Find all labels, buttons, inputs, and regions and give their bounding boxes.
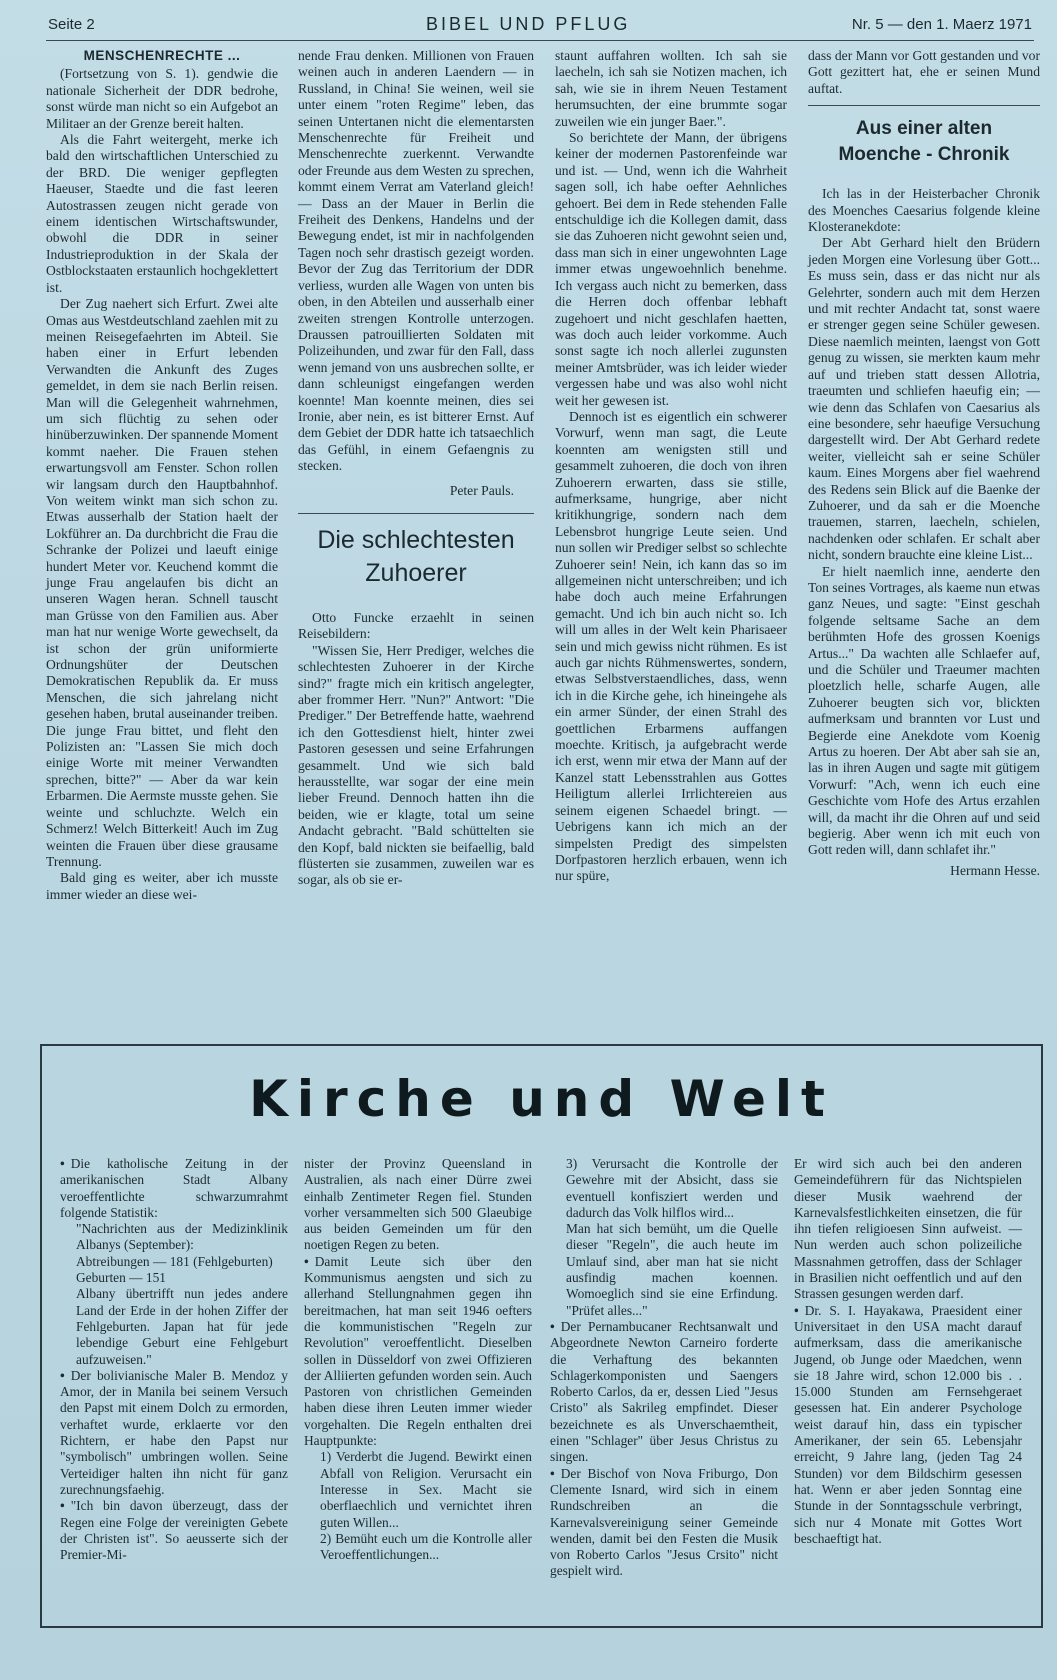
news-text: Der Pernambucaner Rechtsanwalt und Abgeordnete Newton Carneiro forderte die Verhaftung des bekannten Schlagerkomponisten und Saengers Roberto Carlos, da er, dessen Lied "Jesus Cristo" als Sakrileg empfindet. Dieser bezeichnete es als Unverschaemtheit, einen "Schlager" über Jesus Christus zu singen. — [550, 1318, 778, 1465]
issue-date: Nr. 5 — den 1. Maerz 1971 — [851, 16, 1032, 33]
news-text: nister der Provinz Queensland in Australien, als nach einer Dürre zwei einhalb Zentimeter Regen fiel. Stunden vorher versammelten sich 500 Glaeubige aus beiden Gemeinden um für den noetigen Regen zu beten. — [304, 1156, 532, 1253]
news-text: 2) Bemüht euch um die Kontrolle aller Veroeffentlichungen... — [320, 1530, 532, 1563]
heading-line: Aus einer alten — [855, 118, 993, 140]
news-text: Der bolivianische Maler B. Mendoz y Amor, der in Manila bei seinem Versuch den Papst mit einem Dolch zu ermorden, verhaftet wurde, erklaerte vor den Richtern, er habe den Papst nur "symbolisch" umbringen wollen. Seine Verteidiger halten ihn nicht für ganz zurechnungsfaehig. — [60, 1367, 288, 1497]
heading-line: Zuhoerer — [365, 558, 467, 587]
masthead — [46, 14, 1034, 41]
paragraph: Der Abt Gerhard hielt den Brüdern jeden Morgen eine Vorlesung über Gott... Es muss sein, dass er das nicht nur als Gelehrter, sondern auch mit dem Herzen und mit rechter Andacht tat, sonst waere er strenger gegen seine Schüler gewesen. Diese naemlich meinten, laengst von Gott genug zu wissen, sie merkten kaum mehr auf und trieben statt dessen Allotria, traeumten und schliefen haeufig ein; — wie denn das Schlafen von Caesarius als eine besondere, sehr haeufige Versuchung dargestellt wird. Der Abt Gerhard redete weiter, vielleicht sah er seine Schüler kaum. Eines Morgens aber fiel waehrend des Redens sein Blick auf die Baenke der Zuhoerer, und da sah er die Moenche trauemen, starren, laecheln, schielen, nachdenken oder schlafen. Er schalt aber nicht, sondern brauchte eine kleine List... — [808, 235, 1040, 563]
paragraph: "Wissen Sie, Herr Prediger, welches die schlechtesten Zuhoerer in der Kirche sind?" fragte mich ein kritisch angelegter, aber frommer Herr. "Nun?" Antwort: "Die Prediger." Der Betreffende hatte, waehrend ich den Gottesdienst hielt, hinter zwei Pastoren gesessen und seine Erfahrungen gesammelt. Und wie sich bald herausstellte, war sogar der eine mein lieber Freund. Dennoch hatten ihn die beiden, wie er klagte, total um seine Andacht gebracht. "Bald schüttelten sie den Kopf, bald nickten sie beifaellig, bald flüsterten sie zusammen, zuweilen war es sogar, als ob sie er- — [298, 642, 534, 888]
news-item — [60, 1368, 288, 1498]
article-author: Hermann Hesse. — [950, 862, 1040, 878]
bullet-icon: • — [304, 1253, 309, 1269]
heading-line: Moenche - Chronik — [838, 144, 1010, 166]
paragraph: staunt auffahren wollten. Ich sah sie laecheln, ich sah sie Notizen machen, ich sah, wie sie in ihrem Neuen Testament herumsuchten, der eine brummte sogar zuweilen wie ein junger Baer.". — [555, 48, 787, 129]
bullet-icon: • — [550, 1318, 555, 1334]
news-text: Er wird sich auch bei den anderen Gemeindeführern für das Nichtspielen dieser Musik waehrend der Karnevalsfestlichkeiten einsetzen, die für ihn tiefen religioesen Sinn aufweist. — Nun werden auch schon polizeiliche Massnahmen getroffen, dass der Schlager in Brasilien nicht oeffentlich und auf den Strassen gesungen werden darf. — [794, 1156, 1022, 1302]
paragraph: dass der Mann vor Gott gestanden und vor Gott gezittert hat, ehe er seinen Mund auftat. — [808, 48, 1040, 96]
article-author: Peter Pauls. — [449, 482, 514, 498]
news-text: Die katholische Zeitung in der amerikanischen Stadt Albany veroeffentlichte schwarzumrahmt folgende Statistik: — [60, 1156, 288, 1220]
box-column-4 — [794, 1156, 1022, 1547]
news-text: 3) Verursacht die Kontrolle der Gewehre mit der Absicht, dass sie eventuell konfisziert werden und dadurch das Volk hilflos wird... — [566, 1156, 778, 1220]
newspaper-title: BIBEL UND PFLUG — [426, 14, 631, 34]
box-column-1 — [60, 1156, 288, 1563]
bullet-icon: • — [60, 1156, 65, 1171]
news-text: 1) Verderbt die Jugend. Bewirkt einen Abfall von Religion. Verursacht ein Interesse in Sex. Macht sie oberflaechlich und vernichtet ihren guten Willen... — [320, 1449, 532, 1530]
page-number: Seite 2 — [48, 16, 95, 33]
column-2 — [298, 48, 534, 889]
news-text: Man hat sich bemüht, um die Quelle dieser "Regeln", die auch heute im Umlauf sind, aber man hat sie nicht ausfindig machen koennen. Womoeglich sind sie eine Erfindung. "Prüfet alles..." — [566, 1221, 778, 1318]
bullet-icon: • — [60, 1498, 65, 1514]
divider — [808, 105, 1040, 106]
news-item — [794, 1303, 1022, 1547]
article-heading-chronik — [808, 116, 1040, 168]
news-text: Dr. S. I. Hayakawa, Praesident einer Universitaet in den USA macht darauf aufmerksam, dass die amerikanische Jugend, ob Junge oder Maedchen, wenn sie 18 Jahre wird, schon 12.000 bis . . 15.000 Stunden am Fernsehgeraet gesessen hat. Ein anderer Psychologe weist darauf hin, dass ein typischer Amerikaner, der sein 65. Lebensjahr erreicht, 9 Jahre lang, (jeden Tag 24 Stunden) vor dem Bildschirm gesessen hat. Wenn er aber jeden Sonntag eine Stunde in der Sonntagsschule verbringt, sich nur 4 Monate mit Gottes Wort beschaeftigt hat. — [794, 1302, 1022, 1546]
box-column-2 — [304, 1156, 532, 1563]
bullet-icon: • — [794, 1302, 799, 1318]
news-item — [60, 1156, 288, 1221]
column-1 — [46, 48, 278, 903]
paragraph: Der Zug naehert sich Erfurt. Zwei alte Omas aus Westdeutschland zaehlen mit zu meinen Reisegefaehrten im Abteil. Sie haben einer in Erfurt lebenden Verwandten die Ankunft des Zuges gemeldet, in dem sie nach Berlin reisen. Man will die Gelegenheit wahrnehmen, um sich flüchtig zu sehen oder hinüberzuwinken. Der spannende Moment kommt naeher. Die Frauen stehen erwartungsvoll am Fenster. Schon rollen wir langsam durch den Hauptbahnhof. Von weitem winkt man sich schon zu. Etwas ausserhalb der Station haelt der Lokführer an. Da durchbricht die Frau die Schranke der Polizei und laeuft einige hundert Meter vor. Keuchend kommt die junge Frau angelaufen bis dicht an unseren Wagen heran. Schnell tauscht man Grüsse von den Familien aus. Aber man hat nur wenige Worte gewechselt, da ist schon der grün uniformierte Ordnungshüter der Deutschen Demokratischen Republik da. Er muss Menschen, die sich jahrelang nicht gesehen haben, brutal auseinander treiben. Die junge Frau bittet, und fleht den Polizisten an: "Lassen Sie mich doch einige Worte mit meiner Verwandten sprechen, bitte?" — Aber da war kein Erbarmen. Die Aermste musste gehen. Sie weinte und schluchzte. Welch ein Schmerz! Welch Bitterkeit! Auch im Zug weinten die Frauen über diese grausame Trennung. — [46, 296, 278, 869]
paragraph: Dennoch ist es eigentlich ein schwerer Vorwurf, wenn man sagt, die Leute koennten am wenigsten still und gesammelt zuhoeren, die doch von ihren Zuhoerern erwarten, dass sie stille, aufmerksame, hungrige, aber nicht kritikhungrige, sondern nach dem Lebensbrot hungrige Leute seien. Und nun sollen wir Prediger selbst so schlechte Zuhoerer sein! Nein, ich kann das so im allgemeinen nicht unterschreiben; und ich habe doch auch meine Erfahrungen gemacht. Und ich bin auch nicht so. Ich will um alles in der Welt kein Pharisaeer sein und mich gewiss nicht rühmen. Es ist auch gar nichts Rühmenswertes, sondern, etwas Selbstverstaendliches, dass, wenn ich in die Kirche gehe, ich hineingehe als ein armer Sünder, der einen Strahl des goettlichen Erbarmens auffangen moechte. Kritisch, ja aufgebracht werde ich erst, wenn mir etwa der Mann auf der Kanzel statt Lebensstrahlen aus Gottes Heiligtum allerlei Irrlichtereien aus seinem eigenen Schaedel bringt. — Uebrigens kann ich mich an der simpelsten Predigt des simpelsten Dorfpastoren herzlich erbauen, wenn ich nur spüre, — [555, 408, 787, 884]
paragraph: Bald ging es weiter, aber ich musste immer wieder an diese wei- — [46, 870, 278, 902]
bullet-icon: • — [550, 1465, 555, 1481]
news-text: Abtreibungen — 181 (Fehlgeburten) — [76, 1253, 273, 1269]
paragraph: Otto Funcke erzaehlt in seinen Reisebildern: — [298, 609, 534, 642]
article-heading-menschenrechte: MENSCHENRECHTE ... — [83, 48, 241, 63]
news-text: Albany übertrifft nun jedes andere Land der Erde in der hohen Ziffer der Fehlgeburten. Japan hat für jede lebendige Geburt eine Fehlgeburt aufzuweisen." — [76, 1286, 288, 1367]
news-item — [550, 1319, 778, 1466]
paragraph: So berichtete der Mann, der übrigens keiner der modernen Pastorenfeinde war und ist. — Und, wenn ich die Wahrheit sagen soll, ich habe oefter Aehnliches gehoert. Bei dem in Rede stehenden Falle entschuldige ich die Kollegen damit, dass sie das Zuhoeren nicht gewohnt seien und, dass man sich in einer ungewohnten Lage immer etwas ungewoehnlich benehme. Ich vergass auch nicht zu bemerken, dass die Herren doch offenbar lebhaft zugehoert und nicht geschlafen haetten, was doch auch leider vorkomme. Auch sonst sagte ich noch allerlei zugunsten meiner Amtsbrüder, was ich leider wieder vergessen habe und was also wohl nicht weit her gewesen ist. — [555, 130, 787, 408]
news-text: Damit Leute sich über den Kommunismus aengsten und sich zu allerhand Stellungnahmen gegen ihn bereitmachen, hat man seit 1946 oefters die kommunistischen "Regeln zur Revolution" veroeffentlicht. Dieselben sollen in Düsseldorf von zwei Offizieren der Alliierten gefunden worden sein. Auch Pastoren von christlichen Gemeinden haben diese ihren Leuten immer wieder vorgehalten. Die Regeln enthalten drei Hauptpunkte: — [304, 1253, 532, 1449]
news-text: Der Bischof von Nova Friburgo, Don Clemente Isnard, wird sich in einem Rundschreiben an die Karnevalsvereinigung seiner Gemeinde wenden, damit bei den Festen die Musik von Roberto Carlos "Jesus Crsito" nicht gespielt wird. — [550, 1465, 778, 1579]
news-item — [550, 1466, 778, 1580]
paragraph: (Fortsetzung von S. 1). gendwie die nationale Sicherheit der DDR bedrohe, sonst würde man nicht so ein Aufgebot an Militaer an der Grenze bereit halten. — [46, 66, 278, 131]
news-item — [304, 1254, 532, 1450]
heading-line: Die schlechtesten — [317, 525, 515, 554]
section-title: Kirche und Welt — [249, 1070, 834, 1128]
paragraph: Ich las in der Heisterbacher Chronik des Moenches Caesarius folgende kleine Klosteranekdote: — [808, 186, 1040, 235]
paragraph: Als die Fahrt weitergeht, merke ich bald den wirtschaftlichen Unterschied zu der BRD. Die weniger gepflegten Haeuser, Staedte und die fast leeren Autostrassen zeugen nicht gerade von einem identischen Wirtschaftswunder, obwohl die DDR in seiner Industrieproduktion in der Skala der Ostblockstaaten erstaunlich hochgeklettert ist. — [46, 132, 278, 295]
box-column-3 — [550, 1156, 778, 1580]
news-text: "Nachrichten aus der Medizinklinik Albanys (September): — [76, 1221, 288, 1253]
column-4 — [808, 48, 1040, 879]
kirche-und-welt-box — [40, 1044, 1043, 1628]
news-item — [60, 1498, 288, 1563]
paragraph: nende Frau denken. Millionen von Frauen weinen auch in anderen Laendern — in Russland, in China! Sie weinen, weil sie unter einem "roten Regime" leben, das seinen Untertanen nicht die elementarsten Menschenrechte für Freiheit und Menschenrechte zuerkennt. Verwandte oder Freunde aus dem Westen zu sprechen, kommt einem Verrat am Vaterland gleich! — Dass an der Mauer in Berlin die Freiheit des Denkens, Handelns und der Bewegung endet, ist mir in nachfolgenden Tagen noch sehr drastisch gezeigt worden. Bevor der Zug das Territorium der DDR verliess, wurden alle Wagen von unten bis oben, in den Abteilen und ausserhalb einer zweiten strengen Kontrolle unterzogen. Draussen patrouillierten Soldaten mit Polizeihunden, und zwar für den Fall, dass wenn jemand von uns ausbrechen sollte, er dann schleunigst eingefangen werden koennte! Man koennte meinen, dies sei Ironie, aber nein, es ist bitterer Ernst. Auf dem Gebiet der DDR hatte ich tatsaechlich das Gefühl, in einem Gefaengnis zu stecken. — [298, 48, 534, 474]
article-heading-zuhoerer — [298, 524, 534, 590]
news-text: "Ich bin davon überzeugt, dass der Regen eine Folge der vereinigten Gebete der Christen ist". So aeusserte sich der Premier-Mi- — [60, 1498, 288, 1563]
column-3 — [555, 48, 787, 885]
news-text: Geburten — 151 — [76, 1270, 166, 1286]
divider — [298, 513, 534, 514]
bullet-icon: • — [60, 1367, 65, 1383]
paragraph: Er hielt naemlich inne, aenderte den Ton seines Vortrages, als kaeme nun etwas ganz Neues, und sagte: "Einst geschah folgende seltsame Sache an dem berühmten Hofe des grossen Koenigs Artus..." Da wachten alle Schlaefer auf, und die Schüler und Traeumer machten ploetzlich helle, scharfe Augen, alle Zuhoerer beugten sich vor, blickten aufmerksam und brannten vor Lust und Begierde eine Anekdote vom Koenig Artus zu hoeren. Der Abt aber sah sie an, las in ihren Augen und sagte mit gütigem Vorwurf: "Ach, wenn ich euch eine Geschichte vom Hofe des Artus erzahlen will, da macht ihr die Ohren auf und seid begierig. Aber wenn ich mit euch von Gott reden will, dann schlafet ihr." — [808, 563, 1040, 858]
